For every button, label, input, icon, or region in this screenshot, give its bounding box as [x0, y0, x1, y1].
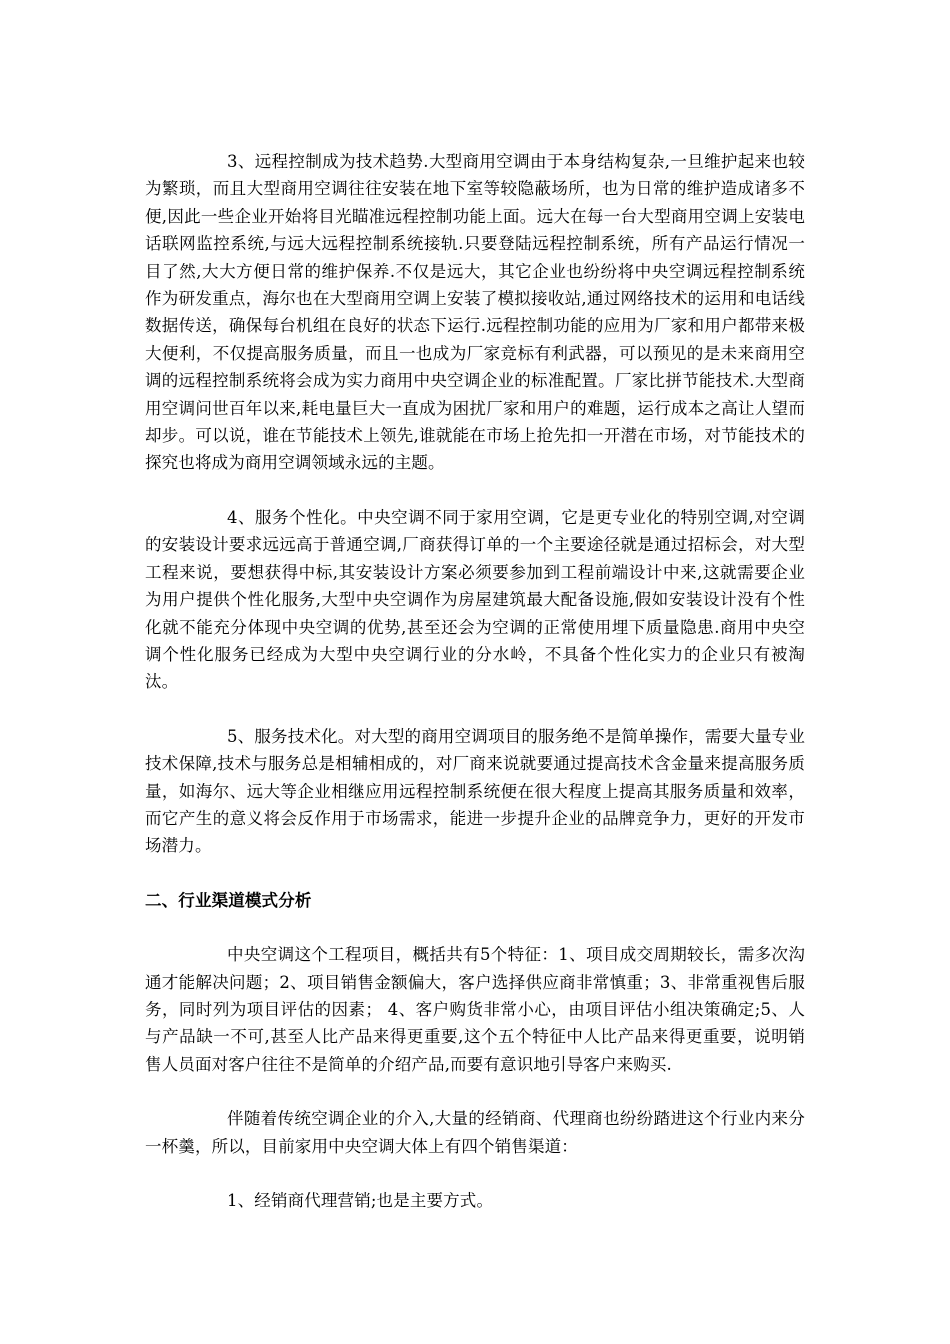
section-heading-channel-analysis: 二、行业渠道模式分析 — [145, 890, 312, 910]
paragraph-dealer-marketing: 1、经销商代理营销;也是主要方式。 — [227, 1191, 494, 1210]
paragraph-sales-channels: 伴随着传统空调企业的介入,大量的经销商、代理商也纷纷踏进这个行业内来分一杯羹，所以，目前家用中央空调大体上有四个销售渠道： — [145, 1109, 805, 1156]
document-body — [145, 148, 805, 1214]
paragraph-service-technical: 5、服务技术化。对大型的商用空调项目的服务绝不是简单操作，需要大量专业技术保障,技术与服务总是相辅相成的，对厂商来说就要通过提高技术含金量来提高服务质量，如海尔、远大等企业相继应用远程控制系统便在很大程度上提高其服务质量和效率，而它产生的意义将会反作用于市场需求，能进一步提升企业的品牌竞争力，更好的开发市场潜力。 — [145, 726, 805, 856]
paragraph-service-personalization: 4、服务个性化。中央空调不同于家用空调，它是更专业化的特别空调,对空调的安装设计要求远远高于普通空调,厂商获得订单的一个主要途径就是通过招标会，对大型工程来说，要想获得中标,其安装设计方案必须要参加到工程前端设计中来,这就需要企业为用户提供个性化服务,大型中央空调作为房屋建筑最大配备设施,假如安装设计没有个性化就不能充分体现中央空调的优势,甚至还会为空调的正常使用埋下质量隐患.商用中央空调个性化服务已经成为大型中央空调行业的分水岭，不具备个性化实力的企业只有被淘汰。 — [145, 507, 805, 692]
paragraph-project-features: 中央空调这个工程项目，概括共有5个特征：1、项目成交周期较长，需多次沟通才能解决问题；2、项目销售金额偏大，客户选择供应商非常慎重；3、非常重视售后服务，同时列为项目评估的因素； 4、客户购货非常小心，由项目评估小组决策确定;5、人与产品缺一不可,甚至人比产品来得更重要,这个五个特征中人比产品来得更重要，说明销售人员面对客户往往不是简单的介绍产品,而要有意识地引导客户来购买. — [145, 945, 805, 1074]
paragraph-remote-control: 3、远程控制成为技术趋势.大型商用空调由于本身结构复杂,一旦维护起来也较为繁琐，而且大型商用空调往往安装在地下室等较隐蔽场所，也为日常的维护造成诸多不便,因此一些企业开始将目光瞄准远程控制功能上面。远大在每一台大型商用空调上安装电话联网监控系统,与远大远程控制系统接轨.只要登陆远程控制系统，所有产品运行情况一目了然,大大方便日常的维护保养.不仅是远大，其它企业也纷纷将中央空调远程控制系统作为研发重点，海尔也在大型商用空调上安装了模拟接收站,通过网络技术的运用和电话线数据传送，确保每台机组在良好的状态下运行.远程控制功能的应用为厂家和用户都带来极大便利，不仅提高服务质量，而且一也成为厂家竞标有利武器，可以预见的是未来商用空调的远程控制系统将会成为实力商用中央空调企业的标准配置。厂家比拼节能技术.大型商用空调问世百年以来,耗电量巨大一直成为困扰厂家和用户的难题，运行成本之高让人望而却步。可以说，谁在节能技术上领先,谁就能在市场上抢先扣一开潜在市场，对节能技术的探究也将成为商用空调领域永远的主题。 — [145, 152, 805, 473]
